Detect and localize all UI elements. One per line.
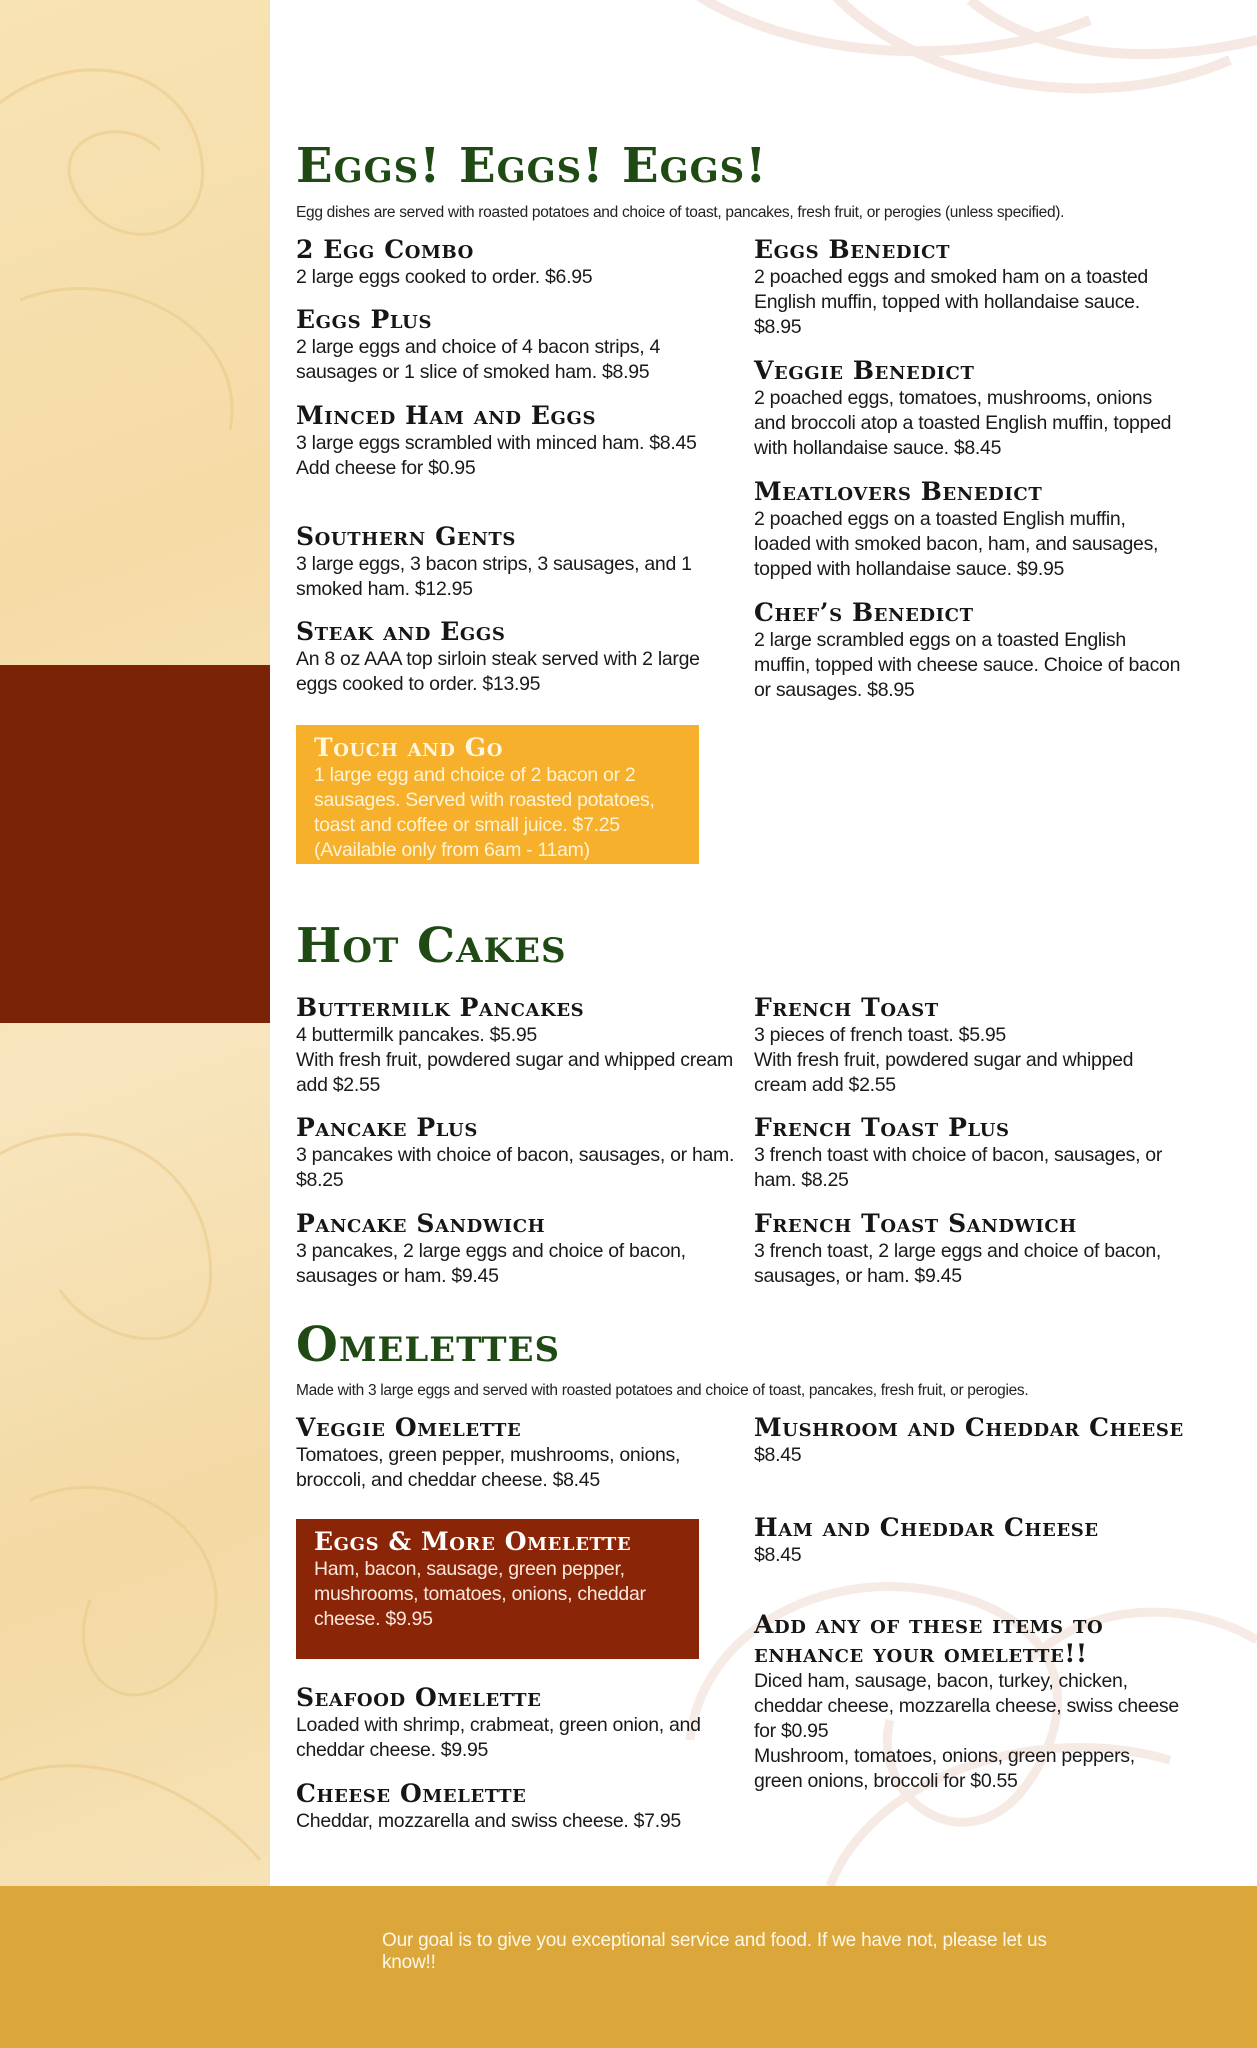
menu-item-pancake-sandwich [296, 1209, 736, 1289]
menu-item-eggs-benedict [754, 235, 1184, 340]
menu-item-desc: 2 poached eggs, tomatoes, mushrooms, onions and broccoli atop a toasted English muffin, topped with hollandaise sauce. $8.45 [754, 387, 1172, 459]
menu-item-southern-gents [296, 522, 736, 602]
menu-item-minced-ham-and-eggs [296, 401, 736, 481]
menu-item-desc: 2 large scrambled eggs on a toasted English muffin, topped with cheese sauce. Choice of bacon or sausages. $8.95 [754, 629, 1181, 701]
menu-item-desc: 3 large eggs, 3 bacon strips, 3 sausages, and 1 smoked ham. $12.95 [296, 553, 692, 600]
menu-item-title: Buttermilk Pancakes [296, 993, 585, 1022]
menu-item-title: Eggs Benedict [754, 235, 951, 264]
footer-message: Our goal is to give you exceptional service and food. If we have not, please let us know!! [382, 1930, 1047, 1973]
featured-box-eggs-and-more-omelette [296, 1519, 699, 1659]
menu-item-meatlovers-benedict [754, 477, 1184, 582]
menu-item-desc: 3 french toast with choice of bacon, sausages, or ham. $8.25 [754, 1144, 1163, 1191]
maroon-accent-block [0, 665, 270, 1023]
menu-item-french-toast-plus [754, 1113, 1184, 1193]
menu-item-ham-and-cheddar [754, 1513, 1184, 1568]
featured-item-desc: 1 large egg and choice of 2 bacon or 2 sausages. Served with roasted potatoes, toast and coffee or small juice. $7.25 (Available only from 6am - 11am) [314, 764, 655, 861]
menu-item-veggie-omelette [296, 1413, 736, 1493]
menu-item-desc: 3 french toast, 2 large eggs and choice of bacon, sausages, or ham. $9.45 [754, 1240, 1161, 1287]
menu-item-desc: An 8 oz AAA top sirloin steak served with 2 large eggs cooked to order. $13.95 [296, 648, 700, 695]
menu-item-desc: 2 large eggs cooked to order. $6.95 [296, 266, 593, 288]
menu-item-desc: Loaded with shrimp, crabmeat, green onion, and cheddar cheese. $9.95 [296, 1714, 701, 1761]
menu-item-pancake-plus [296, 1113, 736, 1193]
menu-item-title: Ham and Cheddar Cheese [754, 1513, 1099, 1542]
menu-item-title: Seafood Omelette [296, 1683, 542, 1712]
menu-item-desc: 3 large eggs scrambled with minced ham. $8.45 Add cheese for $0.95 [296, 432, 697, 479]
menu-item-desc: 2 large eggs and choice of 4 bacon strips, 4 sausages or 1 slice of smoked ham. $8.95 [296, 336, 661, 383]
section-title-omelettes: Omelettes [296, 1317, 561, 1373]
featured-item-desc: Ham, bacon, sausage, green pepper, mushrooms, tomatoes, onions, cheddar cheese. $9.95 [314, 1558, 646, 1630]
menu-item-title: Veggie Omelette [296, 1413, 522, 1442]
menu-item-title: Eggs Plus [296, 305, 433, 334]
menu-item-title: Pancake Plus [296, 1113, 478, 1142]
menu-item-title: Mushroom and Cheddar Cheese [754, 1413, 1184, 1442]
menu-item-chefs-benedict [754, 598, 1184, 703]
section-title-hotcakes: Hot Cakes [296, 918, 567, 974]
menu-item-title: Southern Gents [296, 522, 516, 551]
menu-item-omelette-addons [754, 1610, 1184, 1794]
section-note-omelettes: Made with 3 large eggs and served with roasted potatoes and choice of toast, pancakes, fresh fruit, or perogies. [296, 1382, 1029, 1399]
menu-item-title: Veggie Benedict [754, 356, 975, 385]
menu-item-title: Steak and Eggs [296, 617, 506, 646]
menu-item-title: Pancake Sandwich [296, 1209, 546, 1238]
featured-box-touch-and-go [296, 725, 699, 864]
menu-item-desc: 3 pancakes with choice of bacon, sausages, or ham. $8.25 [296, 1144, 735, 1191]
menu-item-title: Add any of these items to enhance your omelette!! [754, 1610, 1104, 1668]
menu-item-desc: 2 poached eggs on a toasted English muffin, loaded with smoked bacon, ham, and sausages, topped with hollandaise sauce. $9.95 [754, 508, 1159, 580]
menu-item-desc: 3 pieces of french toast. $5.95 With fresh fruit, powdered sugar and whipped cream add $2.55 [754, 1024, 1134, 1096]
featured-item-title: Touch and Go [314, 733, 503, 762]
menu-item-title: Chef’s Benedict [754, 598, 974, 627]
menu-item-title: Meatlovers Benedict [754, 477, 1043, 506]
menu-item-title: Minced Ham and Eggs [296, 401, 597, 430]
menu-item-desc: Diced ham, sausage, bacon, turkey, chicken, cheddar cheese, mozzarella cheese, swiss cheese for $0.95 Mushroom, tomatoes, onions, green peppers, green onions, broccoli for $0.55 [754, 1670, 1179, 1792]
section-note-eggs: Egg dishes are served with roasted potatoes and choice of toast, pancakes, fresh fruit, or perogies (unless specified). [296, 204, 1065, 221]
menu-item-buttermilk-pancakes [296, 993, 736, 1098]
menu-item-title: French Toast Plus [754, 1113, 1010, 1142]
menu-item-title: French Toast Sandwich [754, 1209, 1077, 1238]
menu-item-2-egg-combo [296, 235, 736, 290]
menu-item-french-toast [754, 993, 1184, 1098]
menu-item-steak-and-eggs [296, 617, 736, 697]
menu-item-desc: Tomatoes, green pepper, mushrooms, onions, broccoli, and cheddar cheese. $8.45 [296, 1444, 681, 1491]
menu-item-eggs-plus [296, 305, 736, 385]
menu-item-cheese-omelette [296, 1779, 736, 1834]
menu-item-french-toast-sandwich [754, 1209, 1184, 1289]
menu-item-desc: 3 pancakes, 2 large eggs and choice of bacon, sausages or ham. $9.45 [296, 1240, 686, 1287]
menu-item-veggie-benedict [754, 356, 1184, 461]
menu-item-mushroom-and-cheddar [754, 1413, 1184, 1468]
menu-item-desc: $8.45 [754, 1544, 802, 1566]
featured-item-title: Eggs & More Omelette [314, 1527, 632, 1556]
menu-item-desc: 2 poached eggs and smoked ham on a toasted English muffin, topped with hollandaise sauce. $8.95 [754, 266, 1148, 338]
section-title-eggs: Eggs! Eggs! Eggs! [296, 138, 768, 194]
menu-item-title: Cheese Omelette [296, 1779, 527, 1808]
menu-item-seafood-omelette [296, 1683, 736, 1763]
menu-item-title: French Toast [754, 993, 939, 1022]
menu-item-desc: $8.45 [754, 1444, 802, 1466]
menu-item-desc: 4 buttermilk pancakes. $5.95 With fresh fruit, powdered sugar and whipped cream add $2.55 [296, 1024, 733, 1096]
menu-item-desc: Cheddar, mozzarella and swiss cheese. $7.95 [296, 1810, 681, 1832]
menu-item-title: 2 Egg Combo [296, 235, 474, 264]
